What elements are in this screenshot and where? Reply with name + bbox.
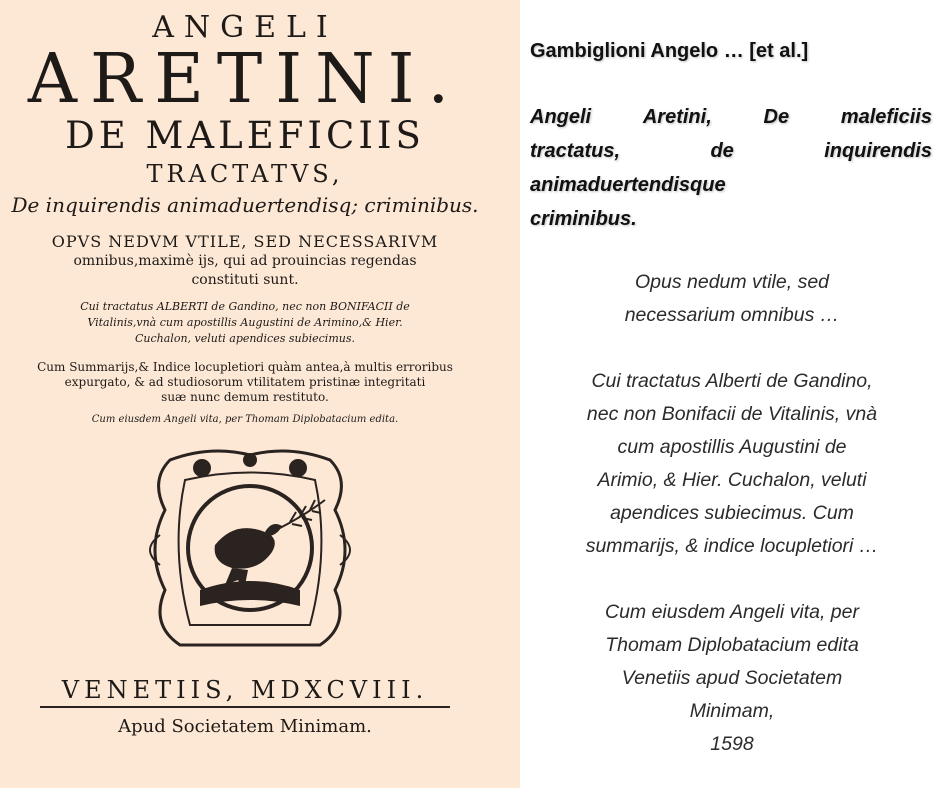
- scan-imprint: VENETIIS, MDXCVIII.: [61, 676, 429, 704]
- scan-line-12: Cum Summarijs,& Indice locupletiori quàm antea,à multis erroribus: [37, 360, 453, 374]
- scan-line-11: Cuchalon, veluti apendices subiecimus.: [135, 332, 355, 345]
- desc-line: Thomam Diplobatacium edita: [605, 634, 859, 656]
- contents-description: [528, 365, 936, 563]
- subtitle-description: [528, 266, 936, 332]
- desc-line: Opus nedum vtile, sed: [634, 271, 830, 293]
- author-heading: Gambiglioni Angelo … [et al.]: [530, 40, 809, 62]
- scan-line-14: suæ nunc demum restituto.: [161, 390, 329, 404]
- scan-line-13: expurgato, & ad studiosorum vtilitatem pristinæ integritati: [64, 375, 426, 389]
- title-line-2: [530, 134, 932, 168]
- title-line-3: animaduertendisque: [530, 174, 726, 196]
- scan-line-2: ARETINI.: [27, 40, 463, 119]
- title-word: tractatus,: [530, 140, 621, 162]
- title-word: De: [763, 106, 790, 128]
- scan-line-9: Cui tractatus ALBERTI de Gandino, nec non BONIFACII de: [80, 300, 410, 313]
- scan-line-7: omnibus,maximè ijs, qui ad prouincias regendas: [73, 253, 417, 269]
- desc-line: Arimio, & Hier. Cuchalon, veluti: [597, 469, 867, 491]
- desc-line: Cui tractatus Alberti de Gandino,: [591, 370, 873, 392]
- desc-line: 1598: [710, 733, 754, 755]
- book-title: [530, 100, 932, 236]
- desc-line: summarijs, & indice locupletiori …: [585, 535, 879, 557]
- scan-line-10: Vitalinis,vnà cum apostillis Augustini de Arimino,& Hier.: [87, 316, 403, 329]
- desc-line: cum apostillis Augustini de: [617, 436, 847, 458]
- title-word: Aretini,: [642, 106, 712, 128]
- desc-line: Cum eiusdem Angeli vita, per: [605, 601, 859, 623]
- scan-line-5: De inquirendis animaduertendisq; criminibus.: [11, 193, 479, 217]
- desc-line: apendices subiecimus. Cum: [610, 502, 854, 524]
- scan-line-15: Cum eiusdem Angeli vita, per Thomam Diplobatacium edita.: [91, 414, 399, 425]
- desc-line: nec non Bonifacii de Vitalinis, vnà: [586, 403, 878, 425]
- printers-device-emblem-icon: [140, 440, 360, 660]
- title-line-1: [530, 100, 932, 134]
- desc-line: Minimam,: [689, 700, 775, 722]
- title-word: de: [710, 140, 734, 162]
- desc-line: Venetiis apud Societatem: [621, 667, 843, 689]
- imprint-rule: [40, 706, 450, 708]
- scan-publisher: Apud Societatem Minimam.: [118, 716, 372, 737]
- scan-line-6: OPVS NEDVM VTILE, SED NECESSARIVM: [51, 232, 439, 251]
- desc-line: necessarium omnibus …: [624, 304, 840, 326]
- imprint-description: [528, 596, 936, 761]
- title-word: inquirendis: [824, 140, 932, 162]
- description-panel: [522, 0, 940, 788]
- title-line-4: criminibus.: [530, 208, 637, 230]
- title-word: Angeli: [530, 106, 592, 128]
- scan-line-1: ANGELI: [152, 10, 338, 45]
- scan-line-4: TRACTATVS,: [146, 160, 344, 188]
- title-word: maleficiis: [840, 106, 932, 128]
- scan-line-8: constituti sunt.: [191, 272, 299, 288]
- scan-line-3: DE MALEFICIIS: [65, 114, 425, 157]
